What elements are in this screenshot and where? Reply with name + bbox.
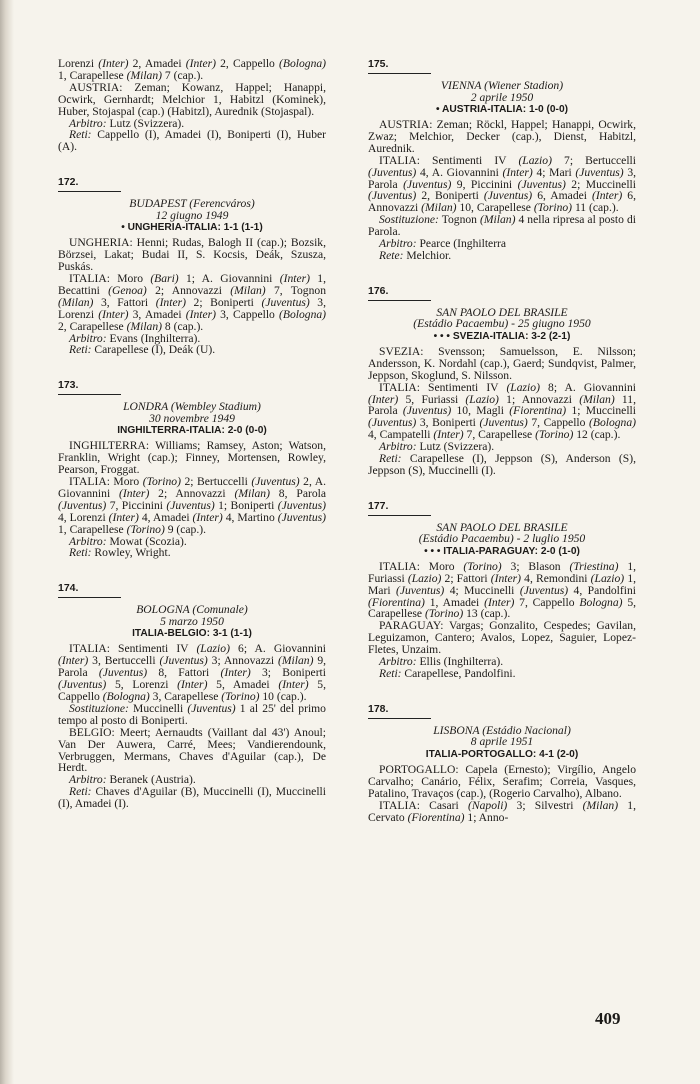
continuation-paragraph: Lorenzi (Inter) 2, Amadei (Inter) 2, Cappello (Bologna) 1, Carapellese (Milan) 7 (cap.). xyxy=(58,57,327,82)
match-venue: BOLOGNA (Comunale) xyxy=(136,603,248,617)
match-venue: BUDAPEST (Ferencváros) xyxy=(129,197,255,211)
match-number-rule xyxy=(368,718,431,719)
match-paragraph: ITALIA: Sentimenti IV (Lazio) 7; Bertuccelli (Juventus) 4, A. Giovannini (Inter) 4; Mari (Juventus) 3, Parola (Juventus) 9, Piccinini (Juventus) 2; Muccinelli (Juventus) 2, Boniperti (Juventus) 6, Amadei (Inter) 6, Annovazzi (Milan) 10, Carapellese (Torino) 11 (cap.). xyxy=(368,153,637,215)
match-paragraph: Arbitro: Beranek (Austria). xyxy=(69,773,196,787)
match-paragraph: Reti: Carapellese (I), Jeppson (S), Anderson (S), Jeppson (S), Muccinelli (I). xyxy=(368,452,636,477)
match-date: 30 novembre 1949 xyxy=(149,411,235,425)
page-binding-shadow xyxy=(0,0,14,1084)
match-paragraph: Sostituzione: Tognon (Milan) 4 nella ripresa al posto di Parola. xyxy=(368,213,636,239)
match-venue: LONDRA (Wembley Stadium) xyxy=(123,400,261,414)
match-paragraph: Reti: Carapellese, Pandolfini. xyxy=(379,667,516,680)
match-number: 174. xyxy=(58,582,79,595)
match-paragraph: ITALIA: Moro (Torino) 2; Bertuccelli (Juventus) 2, A. Giovannini (Inter) 2; Annovazzi (Milan) 8, Parola (Juventus) 7, Piccinini (Juventus) 1; Boniperti (Juventus) 4, Lorenzi (Inter) 4, Amadei (Inter) 4, Martino (Juventus) 1, Carapellese (Torino) 9 (cap.). xyxy=(58,475,327,536)
match-paragraph: ITALIA: Moro (Torino) 3; Blason (Triestina) 1, Furiassi (Lazio) 2; Fattori (Inter) 4, Remondini (Lazio) 1, Mari (Juventus) 4; Muccinelli (Juventus) 4, Pandolfini (Fiorentina) 1, Amadei (Inter) 7, Cappello Bologna) 5, Carapellese (Torino) 13 (cap.). xyxy=(368,559,637,621)
match-date: 2 aprile 1950 xyxy=(470,90,534,104)
match-entry xyxy=(368,285,636,477)
match-number: 175. xyxy=(368,58,389,70)
match-paragraph: ITALIA: Sentimenti IV (Lazio) 6; A. Giovannini (Inter) 3, Bertuccelli (Juventus) 3; Annovazzi (Milan) 9, Parola (Juventus) 8, Fattori (Inter) 3; Boniperti (Juventus) 5, Lorenzi (Inter) 5, Amadei (Inter) 5, Cappello (Bologna) 3, Carapellese (Torino) 10 (cap.). xyxy=(58,642,327,703)
match-result: INGHILTERRA-ITALIA: 2-0 (0-0) xyxy=(117,425,267,437)
match-paragraph: Reti: Carapellese (I), Deák (U). xyxy=(69,343,216,357)
match-number-rule xyxy=(58,191,121,192)
spacer xyxy=(368,477,636,500)
match-result: • • • ITALIA-PARAGUAY: 2-0 (1-0) xyxy=(424,545,580,557)
match-paragraph: ITALIA: Casari (Napoli) 3; Silvestri (Milan) 1, Cervato (Fiorentina) 1; Anno- xyxy=(368,798,636,824)
match-venue: SAN PAOLO DEL BRASILE xyxy=(436,520,568,534)
match-number-rule xyxy=(58,597,121,598)
match-paragraph: ITALIA: Moro (Bari) 1; A. Giovannini (Inter) 1, Becattini (Genoa) 2; Annovazzi (Milan) 7, Tognon (Milan) 3, Fattori (Inter) 2; Boniperti (Juventus) 3, Lorenzi (Inter) 3, Amadei (Inter) 3, Cappello (Bologna) 2, Carapellese (Milan) 8 (cap.). xyxy=(58,271,327,333)
match-result: ITALIA-PORTOGALLO: 4-1 (2-0) xyxy=(425,748,579,760)
match-venue: VIENNA (Wiener Stadion) xyxy=(440,79,564,92)
match-number: 176. xyxy=(368,284,389,297)
spacer xyxy=(58,153,326,176)
match-number-rule xyxy=(368,300,431,301)
match-entry xyxy=(58,176,326,356)
match-paragraph: ITALIA: Sentimenti IV (Lazio) 8; A. Giovannini (Inter) 5, Furiassi (Lazio) 1; Annovazzi (Milan) 11, Parola (Juventus) 10, Magli (Fiorentina) 1; Muccinelli (Juventus) 3, Boniperti (Juventus) 7, Cappello (Bologna) 4, Campatelli (Inter) 7, Carapellese (Torino) 12 (cap.). xyxy=(368,380,637,442)
match-paragraph: Sostituzione: Muccinelli (Juventus) 1 al 25' del primo tempo al posto di Boniperti. xyxy=(58,701,326,727)
match-number: 177. xyxy=(368,499,389,512)
match-entry xyxy=(58,582,326,810)
spacer xyxy=(368,262,636,285)
match-number-rule xyxy=(58,394,121,395)
match-paragraph: BELGIO: Meert; Aernaudts (Vaillant dal 43') Anoul; Van Der Auwera, Carré, Mees; Vandierendounk, Verbruggen, Mermans, Chaves d'Aguilar (cap.), De Herdt. xyxy=(58,725,326,775)
match-paragraph: Arbitro: Lutz (Svizzera). xyxy=(379,440,495,454)
match-paragraph: PORTOGALLO: Capela (Ernesto); Virgílio, Angelo Carvalho; Canário, Félix, Serafim; Correia, Vasques, Patalino, Travaços (cap.), (Rogerio Carvalho), Albano. xyxy=(368,762,636,800)
right-column xyxy=(368,58,636,823)
match-number: 172. xyxy=(58,176,79,189)
match-result: • • • SVEZIA-ITALIA: 3-2 (2-1) xyxy=(433,330,571,342)
match-paragraph: Arbitro: Pearce (Inghilterra xyxy=(379,237,507,251)
match-date: 5 marzo 1950 xyxy=(160,614,224,628)
match-result: • AUSTRIA-ITALIA: 1-0 (0-0) xyxy=(435,104,569,115)
left-column xyxy=(58,58,326,810)
match-paragraph: INGHILTERRA: Williams; Ramsey, Aston; Watson, Franklin, Wright (cap.); Finney, Mortensen, Rowley, Pearson, Froggat. xyxy=(58,439,326,477)
match-paragraph: UNGHERIA: Henni; Rudas, Balogh II (cap.); Bozsik, Börzsei, Lakat; Budai II, S. Kocsis, Deák, Szusza, Puskás. xyxy=(58,236,326,274)
match-paragraph: SVEZIA: Svensson; Samuelsson, E. Nilsson; Andersson, K. Nordahl (cap.), Gaerd; Sundqvist, Palmer, Jeppson, Skoglund, S. Nilsson. xyxy=(368,344,636,382)
match-date: 8 aprile 1951 xyxy=(470,735,534,749)
match-paragraph: Arbitro: Mowat (Scozia). xyxy=(69,534,187,548)
match-number: 178. xyxy=(368,702,389,715)
match-date: 12 giugno 1949 xyxy=(155,208,229,222)
match-entry xyxy=(368,703,636,824)
match-entry xyxy=(368,58,636,262)
match-number-rule xyxy=(368,73,431,74)
match-date: (Estádio Pacaembu) - 2 luglio 1950 xyxy=(418,532,586,546)
match-result: ITALIA-BELGIO: 3-1 (1-1) xyxy=(132,628,252,640)
spacer xyxy=(58,559,326,582)
match-paragraph: Reti: Rowley, Wright. xyxy=(69,546,171,560)
match-paragraph: Arbitro: Ellis (Inghilterra). xyxy=(379,655,504,669)
match-venue: LISBONA (Estádio Nacional) xyxy=(433,723,571,737)
match-paragraph: AUSTRIA: Zeman; Röckl, Happel; Hanappi, Ocwirk, Zwaz; Melchior, Decker (cap.), Dienst, Habitzl, Aurednik. xyxy=(368,118,636,155)
continuation-paragraph: Arbitro: Lutz (Svizzera). xyxy=(69,116,185,130)
match-result: • UNGHERIA-ITALIA: 1-1 (1-1) xyxy=(121,222,263,234)
match-number: 173. xyxy=(58,379,79,392)
match-paragraph: PARAGUAY: Vargas; Gonzalito, Cespedes; Gavilan, Leguizamon, Cantero; Avalos, Lopez, Saguier, Lopez-Fletes, Unzaim. xyxy=(368,619,636,657)
match-date: (Estádio Pacaembu) - 25 giugno 1950 xyxy=(413,317,591,331)
continuation-paragraph: AUSTRIA: Zeman; Kowanz, Happel; Hanappi, Ocwirk, Gernhardt; Melchior 1, Habitzl (Kominek), Huber, Stojaspal (cap.) (Habitzl), Aurednik (Stojaspal). xyxy=(58,80,326,118)
match-paragraph: Arbitro: Evans (Inghilterra). xyxy=(69,331,201,345)
match-entry xyxy=(368,500,636,680)
spacer xyxy=(58,356,326,379)
match-paragraph: Reti: Chaves d'Aguilar (B), Muccinelli (I), Muccinelli (I), Amadei (I). xyxy=(58,785,326,811)
spacer xyxy=(368,680,636,703)
match-entry xyxy=(58,379,326,559)
match-number-rule xyxy=(368,515,431,516)
continuation-block xyxy=(58,58,326,153)
page-number: 409 xyxy=(595,1009,621,1028)
continuation-paragraph: Reti: Cappello (I), Amadei (I), Boniperti (I), Huber (A). xyxy=(58,128,326,154)
match-paragraph: Rete: Melchior. xyxy=(379,248,452,262)
match-venue: SAN PAOLO DEL BRASILE xyxy=(436,305,568,319)
